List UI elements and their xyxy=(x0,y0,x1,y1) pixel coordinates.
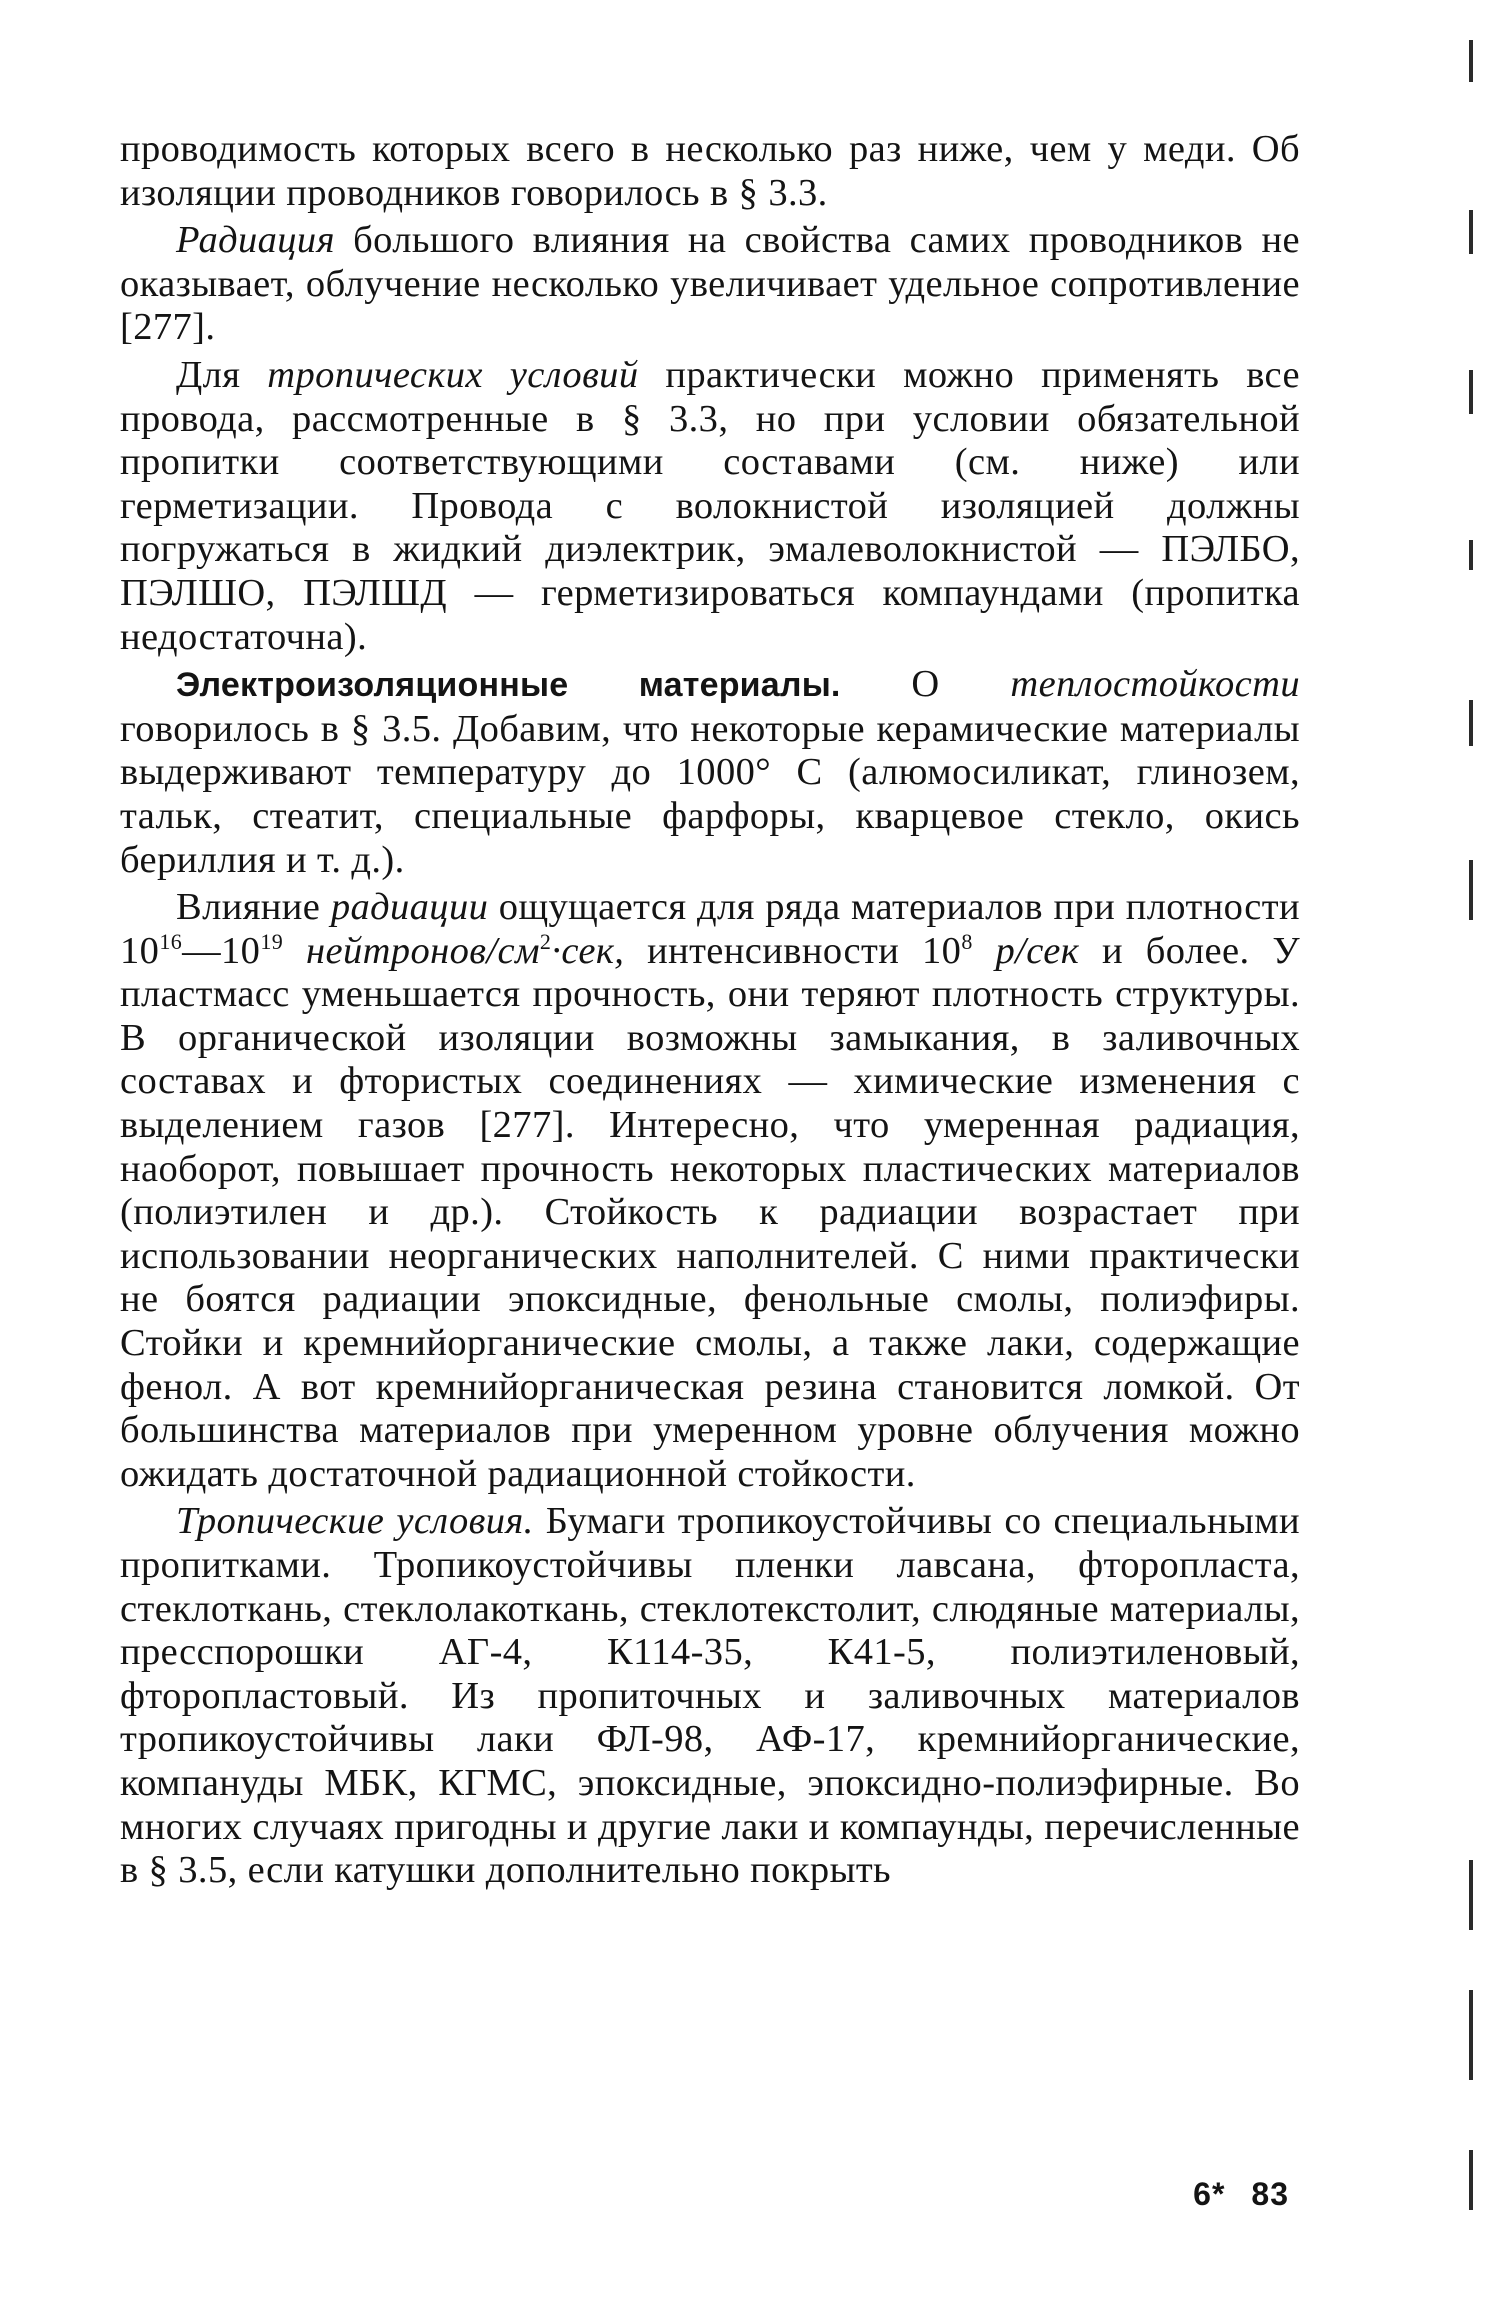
section-heading-insulating-materials: Электроизоляционные материалы. xyxy=(176,666,841,705)
term-tropical-conditions: тропических условий xyxy=(267,353,639,396)
paragraph-2-text: большого влияния на свойства самих проводников не оказывает, облучение несколько увеличивает удельное сопротивление [277]. xyxy=(120,219,1300,349)
paragraph-5-fragment: —10 xyxy=(182,929,261,972)
scan-edge-mark xyxy=(1469,2150,1473,2210)
paragraph-2 xyxy=(120,219,1300,350)
scan-edge-mark xyxy=(1469,1860,1473,1930)
paragraph-5-lead: Влияние xyxy=(176,886,331,929)
exponent: 2 xyxy=(539,928,552,954)
scan-edge-mark xyxy=(1469,370,1473,414)
signature-mark: 6* xyxy=(1193,2176,1226,2212)
paragraph-5-fragment xyxy=(973,930,996,972)
paragraph-3-text: практически можно применять все провода, рассмотренные в § 3.3, но при условии обязательной пропитки соответствующими составами (см. ниже) или герметизации. Провода с волокнистой изоляцией должны погружаться в жидкий диэлектрик, эмалеволокнистой — ПЭЛБО, ПЭЛШО, ПЭЛШД — герметизироваться компаундами (пропитка недостаточна). xyxy=(120,353,1300,658)
paragraph-4-lead: О xyxy=(840,663,1011,706)
paragraph-5 xyxy=(120,886,1300,1496)
paragraph-3-lead: Для xyxy=(176,353,268,396)
paragraph-5-fragment xyxy=(283,930,306,972)
paragraph-4 xyxy=(120,663,1300,882)
term-radiation-influence: радиации xyxy=(330,886,489,929)
term-radiation: Радиация xyxy=(176,219,335,262)
exponent: 16 xyxy=(159,928,183,954)
scan-edge-mark xyxy=(1469,1990,1473,2080)
paragraph-5-fragment: интенсивности 10 xyxy=(624,929,962,972)
paragraph-6-text: Бумаги тропикоустойчивы со специальными пропитками. Тропикоустойчивы пленки лавсана, фторопласта, стеклоткань, стеклолакоткань, стеклотекстолит, слюдяные материалы, пресспорошки АГ-4, К114-35, К41-5, полиэтиленовый, фторопластовый. Из пропиточных и заливочных материалов тропикоустойчивы лаки ФЛ-98, АФ-17, кремнийорганические, компануды МБК, КГМС, эпоксидные, эпоксидно-полиэфирные. Во многих случаях пригодны и другие лаки и компаунды, перечисленные в § 3.5, если катушки дополнительно покрыть xyxy=(120,1500,1300,1892)
unit-neutrons: нейтронов/см xyxy=(305,929,540,972)
scan-edge-mark xyxy=(1469,210,1473,254)
unit-roentgen-per-second: р/сек xyxy=(995,929,1080,972)
paragraph-1-text: проводимость которых всего в несколько раз ниже, чем у меди. Об изоляции проводников говорилось в § 3.3. xyxy=(120,128,1300,214)
scan-edge-mark xyxy=(1469,62,1473,82)
page-number: 83 xyxy=(1251,2176,1289,2212)
paragraph-5-text: и более. У пластмасс уменьшается прочность, они теряют плотность структуры. В органической изоляции возможны замыкания, в заливочных составах и фтористых соединениях — химические изменения с выделением газов [277]. Интересно, что умеренная радиация, наоборот, повышает прочность некоторых пластических материалов (полиэтилен и др.). Стойкость к радиации возрастает при использовании неорганических наполнителей. С ними практически не боятся радиации эпоксидные, фенольные смолы, полиэфиры. Стойки и кремнийорганические смолы, а также лаки, содержащие фенол. А вот кремнийорганическая резина становится ломкой. От большинства материалов при умеренном уровне облучения можно ожидать достаточной радиационной стойкости. xyxy=(120,929,1300,1495)
scan-edge-mark xyxy=(1469,700,1473,746)
paragraph-5-fragment: ощущается для ряда материалов при плотности 10 xyxy=(120,886,1301,972)
page-body xyxy=(120,128,1300,1893)
exponent: 19 xyxy=(260,928,284,954)
exponent: 8 xyxy=(961,928,973,954)
paragraph-1 xyxy=(120,128,1300,215)
unit-seconds: ·сек, xyxy=(551,929,625,972)
paragraph-3 xyxy=(120,354,1300,659)
paragraph-4-text: говорилось в § 3.5. Добавим, что некоторые керамические материалы выдерживают температуру до 1000° С (алюмосиликат, глинозем, тальк, стеатит, специальные фарфоры, кварцевое стекло, окись бериллия и т. д.). xyxy=(120,707,1300,881)
paragraph-6 xyxy=(120,1500,1300,1892)
scan-edge-mark xyxy=(1469,540,1473,570)
page-footer xyxy=(1193,2176,1289,2213)
term-heat-resistance: теплостойкости xyxy=(1010,663,1300,706)
scan-edge-mark xyxy=(1469,860,1473,920)
term-tropical-conditions-heading: Тропические условия. xyxy=(176,1500,534,1543)
